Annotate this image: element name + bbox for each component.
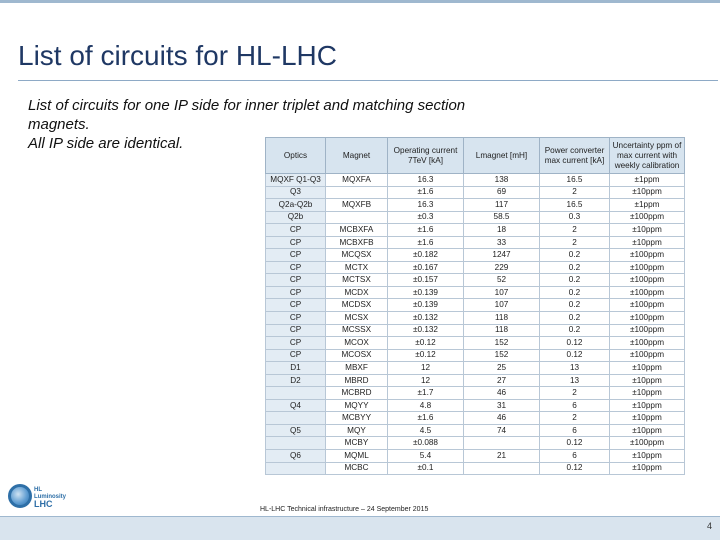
cell-lmagnet: 21 bbox=[464, 450, 540, 463]
cell-magnet: MQXFB bbox=[326, 199, 388, 212]
cell-uncertainty: ±10ppm bbox=[610, 387, 685, 400]
cell-operating-current: ±0.132 bbox=[388, 312, 464, 325]
cell-magnet: MQXFA bbox=[326, 174, 388, 187]
cell-magnet: MQML bbox=[326, 450, 388, 463]
cell-magnet bbox=[326, 186, 388, 199]
cell-operating-current: 12 bbox=[388, 374, 464, 387]
cell-optics: CP bbox=[266, 312, 326, 325]
description-line: List of circuits for one IP side for inner triplet and matching section bbox=[28, 97, 466, 114]
table-row bbox=[266, 249, 685, 262]
table-row bbox=[266, 199, 685, 212]
cell-uncertainty: ±100ppm bbox=[610, 274, 685, 287]
cell-lmagnet: 117 bbox=[464, 199, 540, 212]
cell-power-converter: 0.12 bbox=[540, 462, 610, 475]
table-row bbox=[266, 374, 685, 387]
cell-optics bbox=[266, 437, 326, 450]
cell-operating-current: ±0.157 bbox=[388, 274, 464, 287]
slide-title: List of circuits for HL-LHC bbox=[18, 40, 337, 71]
cell-lmagnet: 33 bbox=[464, 236, 540, 249]
cell-uncertainty: ±100ppm bbox=[610, 324, 685, 337]
cell-lmagnet: 25 bbox=[464, 362, 540, 375]
cell-uncertainty: ±10ppm bbox=[610, 186, 685, 199]
cell-lmagnet bbox=[464, 462, 540, 475]
cell-uncertainty: ±10ppm bbox=[610, 412, 685, 425]
cell-uncertainty: ±1ppm bbox=[610, 199, 685, 212]
table-row bbox=[266, 424, 685, 437]
cell-power-converter: 0.3 bbox=[540, 211, 610, 224]
cell-magnet: MCDSX bbox=[326, 299, 388, 312]
cell-uncertainty: ±100ppm bbox=[610, 286, 685, 299]
table-row bbox=[266, 412, 685, 425]
cell-operating-current: ±1.6 bbox=[388, 412, 464, 425]
table-row bbox=[266, 274, 685, 287]
cell-lmagnet: 18 bbox=[464, 224, 540, 237]
cell-magnet: MCSX bbox=[326, 312, 388, 325]
table-row bbox=[266, 261, 685, 274]
top-accent-rule bbox=[0, 0, 720, 3]
cell-uncertainty: ±10ppm bbox=[610, 236, 685, 249]
cell-uncertainty: ±100ppm bbox=[610, 337, 685, 350]
cell-power-converter: 13 bbox=[540, 374, 610, 387]
cell-operating-current: 5.4 bbox=[388, 450, 464, 463]
cell-lmagnet: 52 bbox=[464, 274, 540, 287]
cell-uncertainty: ±10ppm bbox=[610, 362, 685, 375]
cell-optics: CP bbox=[266, 224, 326, 237]
cell-power-converter: 0.2 bbox=[540, 299, 610, 312]
cell-operating-current: ±0.132 bbox=[388, 324, 464, 337]
cell-power-converter: 6 bbox=[540, 450, 610, 463]
cell-optics bbox=[266, 462, 326, 475]
cell-power-converter: 0.12 bbox=[540, 437, 610, 450]
cell-lmagnet: 152 bbox=[464, 337, 540, 350]
table-row bbox=[266, 399, 685, 412]
cell-power-converter: 0.2 bbox=[540, 286, 610, 299]
cell-uncertainty: ±100ppm bbox=[610, 349, 685, 362]
cell-operating-current: ±0.167 bbox=[388, 261, 464, 274]
logo-text bbox=[34, 487, 66, 508]
table-row bbox=[266, 299, 685, 312]
cell-lmagnet: 46 bbox=[464, 387, 540, 400]
cell-power-converter: 16.5 bbox=[540, 174, 610, 187]
cell-uncertainty: ±10ppm bbox=[610, 399, 685, 412]
cell-uncertainty: ±1ppm bbox=[610, 174, 685, 187]
cell-uncertainty: ±100ppm bbox=[610, 437, 685, 450]
cell-lmagnet: 138 bbox=[464, 174, 540, 187]
cell-optics: CP bbox=[266, 349, 326, 362]
cell-magnet: MCBYY bbox=[326, 412, 388, 425]
cell-optics: CP bbox=[266, 236, 326, 249]
cell-magnet: MBRD bbox=[326, 374, 388, 387]
cell-lmagnet: 118 bbox=[464, 324, 540, 337]
cell-operating-current: 4.8 bbox=[388, 399, 464, 412]
cell-operating-current: ±1.6 bbox=[388, 186, 464, 199]
table-row bbox=[266, 224, 685, 237]
header-power-converter: Power converter max current [kA] bbox=[540, 138, 610, 174]
cell-operating-current: ±0.139 bbox=[388, 299, 464, 312]
cell-optics: CP bbox=[266, 274, 326, 287]
cell-optics: CP bbox=[266, 337, 326, 350]
header-uncertainty: Uncertainty ppm of max current with weekly calibration bbox=[610, 138, 685, 174]
table-row bbox=[266, 462, 685, 475]
cell-lmagnet: 31 bbox=[464, 399, 540, 412]
cell-lmagnet: 152 bbox=[464, 349, 540, 362]
cell-magnet: MCTX bbox=[326, 261, 388, 274]
cell-operating-current: ±1.7 bbox=[388, 387, 464, 400]
cell-optics: Q2b bbox=[266, 211, 326, 224]
page-number: 4 bbox=[706, 521, 712, 531]
cell-operating-current: ±0.12 bbox=[388, 349, 464, 362]
logo-emblem-icon bbox=[8, 484, 32, 508]
logo-line: LHC bbox=[34, 499, 53, 509]
cell-lmagnet bbox=[464, 437, 540, 450]
cell-uncertainty: ±100ppm bbox=[610, 312, 685, 325]
bottom-divider bbox=[0, 516, 720, 517]
cell-lmagnet: 1247 bbox=[464, 249, 540, 262]
table-row bbox=[266, 362, 685, 375]
cell-operating-current: ±1.6 bbox=[388, 224, 464, 237]
cell-power-converter: 16.5 bbox=[540, 199, 610, 212]
cell-optics: Q4 bbox=[266, 399, 326, 412]
cell-power-converter: 13 bbox=[540, 362, 610, 375]
cell-magnet: MCBXFB bbox=[326, 236, 388, 249]
cell-magnet: MCDX bbox=[326, 286, 388, 299]
cell-optics: D1 bbox=[266, 362, 326, 375]
cell-lmagnet: 107 bbox=[464, 299, 540, 312]
cell-lmagnet: 69 bbox=[464, 186, 540, 199]
bottom-bar bbox=[0, 516, 720, 540]
cell-uncertainty: ±10ppm bbox=[610, 462, 685, 475]
header-lmagnet: Lmagnet [mH] bbox=[464, 138, 540, 174]
cell-power-converter: 0.2 bbox=[540, 249, 610, 262]
header-magnet: Magnet bbox=[326, 138, 388, 174]
cell-lmagnet: 229 bbox=[464, 261, 540, 274]
cell-operating-current: ±0.182 bbox=[388, 249, 464, 262]
cell-optics: MQXF Q1-Q3 bbox=[266, 174, 326, 187]
table-row bbox=[266, 312, 685, 325]
hl-lhc-logo bbox=[8, 484, 70, 514]
cell-lmagnet: 118 bbox=[464, 312, 540, 325]
circuits-table bbox=[265, 137, 685, 475]
cell-optics: CP bbox=[266, 261, 326, 274]
cell-magnet: MCBRD bbox=[326, 387, 388, 400]
cell-optics: CP bbox=[266, 286, 326, 299]
cell-uncertainty: ±100ppm bbox=[610, 211, 685, 224]
cell-magnet: MQYY bbox=[326, 399, 388, 412]
cell-optics: Q3 bbox=[266, 186, 326, 199]
cell-optics bbox=[266, 387, 326, 400]
cell-optics: CP bbox=[266, 299, 326, 312]
cell-magnet: MCTSX bbox=[326, 274, 388, 287]
table-row bbox=[266, 236, 685, 249]
table-row bbox=[266, 324, 685, 337]
table-row bbox=[266, 349, 685, 362]
title-divider bbox=[18, 80, 718, 81]
cell-power-converter: 2 bbox=[540, 186, 610, 199]
cell-operating-current: 16.3 bbox=[388, 174, 464, 187]
cell-uncertainty: ±10ppm bbox=[610, 224, 685, 237]
cell-power-converter: 0.2 bbox=[540, 312, 610, 325]
cell-power-converter: 2 bbox=[540, 224, 610, 237]
cell-lmagnet: 27 bbox=[464, 374, 540, 387]
cell-power-converter: 0.2 bbox=[540, 261, 610, 274]
header-optics: Optics bbox=[266, 138, 326, 174]
cell-magnet: MCOSX bbox=[326, 349, 388, 362]
cell-power-converter: 0.12 bbox=[540, 349, 610, 362]
table-row bbox=[266, 337, 685, 350]
cell-optics: Q5 bbox=[266, 424, 326, 437]
cell-power-converter: 0.2 bbox=[540, 274, 610, 287]
description-line: All IP side are identical. bbox=[28, 135, 184, 152]
cell-uncertainty: ±10ppm bbox=[610, 424, 685, 437]
cell-operating-current: ±0.088 bbox=[388, 437, 464, 450]
cell-magnet: MCOX bbox=[326, 337, 388, 350]
cell-lmagnet: 58.5 bbox=[464, 211, 540, 224]
cell-power-converter: 0.2 bbox=[540, 324, 610, 337]
cell-optics: CP bbox=[266, 249, 326, 262]
cell-magnet: MCBY bbox=[326, 437, 388, 450]
cell-lmagnet: 107 bbox=[464, 286, 540, 299]
slide-footer: HL-LHC Technical infrastructure – 24 September 2015 bbox=[260, 506, 429, 513]
table-header-row bbox=[266, 138, 685, 174]
cell-power-converter: 2 bbox=[540, 236, 610, 249]
cell-magnet: MQY bbox=[326, 424, 388, 437]
table-row bbox=[266, 387, 685, 400]
table-row bbox=[266, 211, 685, 224]
cell-power-converter: 0.12 bbox=[540, 337, 610, 350]
table-row bbox=[266, 174, 685, 187]
cell-magnet: MCBC bbox=[326, 462, 388, 475]
cell-magnet: MCSSX bbox=[326, 324, 388, 337]
cell-operating-current: ±0.1 bbox=[388, 462, 464, 475]
cell-lmagnet: 46 bbox=[464, 412, 540, 425]
cell-operating-current: ±0.139 bbox=[388, 286, 464, 299]
cell-operating-current: 16.3 bbox=[388, 199, 464, 212]
cell-power-converter: 6 bbox=[540, 399, 610, 412]
cell-operating-current: 4.5 bbox=[388, 424, 464, 437]
cell-operating-current: ±0.12 bbox=[388, 337, 464, 350]
cell-magnet: MCBXFA bbox=[326, 224, 388, 237]
cell-magnet: MCQSX bbox=[326, 249, 388, 262]
cell-operating-current: ±0.3 bbox=[388, 211, 464, 224]
cell-operating-current: ±1.6 bbox=[388, 236, 464, 249]
cell-magnet: MBXF bbox=[326, 362, 388, 375]
cell-optics: Q6 bbox=[266, 450, 326, 463]
table-body bbox=[266, 174, 685, 475]
logo-line: Luminosity bbox=[34, 494, 67, 500]
cell-optics: D2 bbox=[266, 374, 326, 387]
table-row bbox=[266, 286, 685, 299]
cell-magnet bbox=[326, 211, 388, 224]
cell-optics: Q2a-Q2b bbox=[266, 199, 326, 212]
table-row bbox=[266, 450, 685, 463]
cell-operating-current: 12 bbox=[388, 362, 464, 375]
table-row bbox=[266, 437, 685, 450]
table-row bbox=[266, 186, 685, 199]
cell-optics bbox=[266, 412, 326, 425]
cell-power-converter: 2 bbox=[540, 412, 610, 425]
cell-uncertainty: ±100ppm bbox=[610, 249, 685, 262]
cell-uncertainty: ±10ppm bbox=[610, 374, 685, 387]
header-operating-current: Operating current 7TeV [kA] bbox=[388, 138, 464, 174]
cell-uncertainty: ±10ppm bbox=[610, 450, 685, 463]
cell-power-converter: 6 bbox=[540, 424, 610, 437]
cell-uncertainty: ±100ppm bbox=[610, 261, 685, 274]
description-line: magnets. bbox=[28, 116, 90, 133]
cell-optics: CP bbox=[266, 324, 326, 337]
cell-power-converter: 2 bbox=[540, 387, 610, 400]
cell-uncertainty: ±100ppm bbox=[610, 299, 685, 312]
cell-lmagnet: 74 bbox=[464, 424, 540, 437]
logo-line: HL bbox=[34, 487, 42, 493]
